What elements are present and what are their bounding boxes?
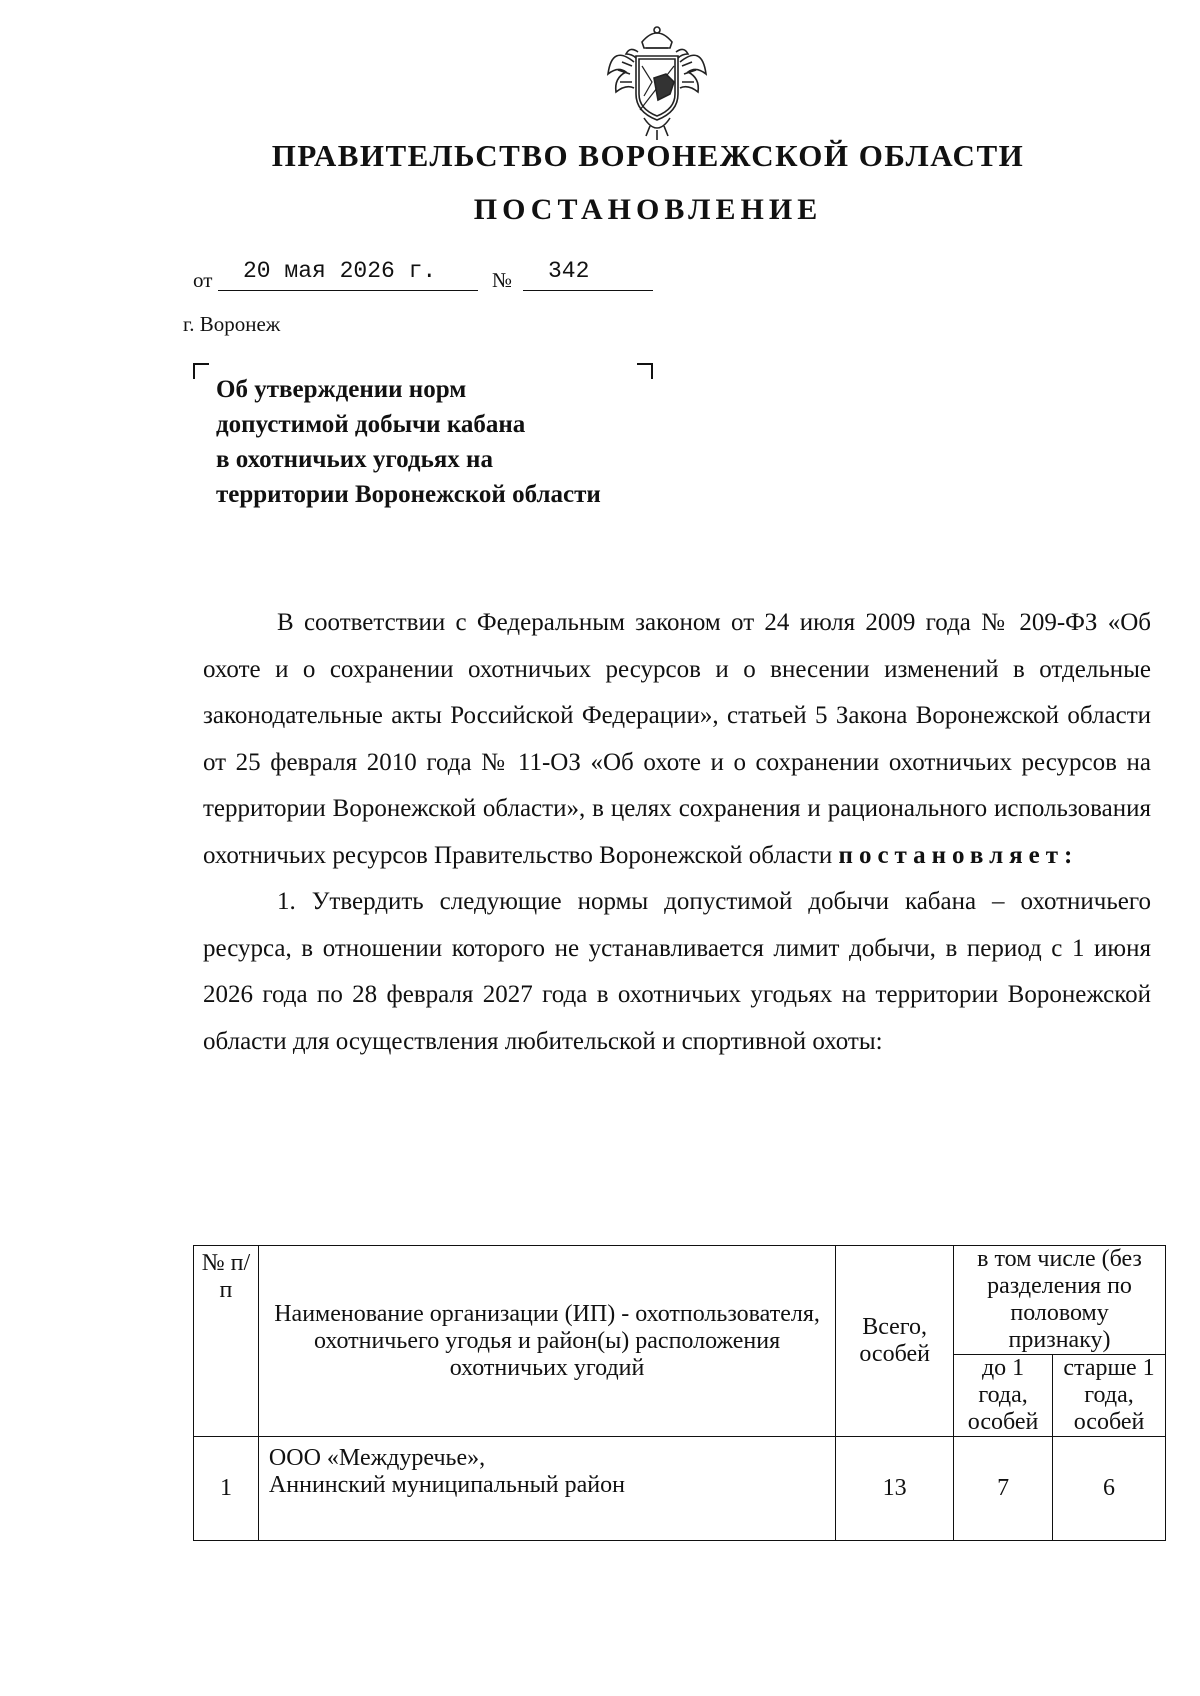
subject-line: допустимой добычи кабана xyxy=(216,411,526,438)
table-row xyxy=(194,1437,1166,1541)
coat-of-arms-icon xyxy=(604,22,710,142)
document-number: 342 xyxy=(548,258,590,284)
government-title: ПРАВИТЕЛЬСТВО ВОРОНЕЖСКОЙ ОБЛАСТИ xyxy=(271,138,1025,173)
subject-corner-left xyxy=(193,363,209,379)
row-total: 13 xyxy=(836,1437,954,1541)
subject-line: Об утверждении норм xyxy=(216,376,467,403)
subject-line: в охотничьих угодьях на xyxy=(216,446,493,473)
city: г. Воронеж xyxy=(183,312,281,336)
document-date: 20 мая 2026 г. xyxy=(243,258,437,284)
header-total: Всего, особей xyxy=(836,1246,954,1437)
item-1-paragraph: 1. Утвердить следующие нормы допустимой добычи кабана – охотничьего ресурса, в отношении которого не устанавливается лимит добычи, в период с 1 июня 2026 года по 28 февраля 2027 года в охотничьих угодьях на территории Воронежской области для осуществления любительской и спортивной охоты: xyxy=(203,888,1151,1055)
date-underline xyxy=(218,290,478,291)
date-prefix: от xyxy=(193,268,213,292)
header-num: № п/п xyxy=(194,1246,259,1437)
subject-line: территории Воронежской области xyxy=(216,481,601,508)
document-type: ПОСТАНОВЛЕНИЕ xyxy=(473,193,823,226)
number-underline xyxy=(523,290,653,291)
subject-corner-right xyxy=(637,363,653,379)
preamble-paragraph xyxy=(203,600,1151,879)
row-under-1: 7 xyxy=(954,1437,1053,1541)
subject-block xyxy=(216,372,601,512)
header-over-1: старше 1 года, особей xyxy=(1053,1355,1166,1437)
row-district: Аннинский муниципальный район xyxy=(268,1472,625,1498)
header-under-1: до 1 года, особей xyxy=(954,1355,1053,1437)
preamble-text: В соответствии с Федеральным законом от 24 июля 2009 года № 209-ФЗ «Об охоте и о сохранении охотничьих ресурсов и о внесении изменений в отдельные законодательные акты Российской Федерации», статьей 5 Закона Воронежской области от 25 февраля 2010 года № 11-ОЗ «Об охоте и о сохранении охотничьих ресурсов на территории Воронежской области», в целях сохранения и рационального использования охотничьих ресурсов Правительство Воронежской области xyxy=(203,609,1151,869)
row-num: 1 xyxy=(194,1437,259,1541)
row-over-1: 6 xyxy=(1053,1437,1166,1541)
number-prefix: № xyxy=(492,268,513,292)
header-name: Наименование организации (ИП) - охотпользователя, охотничьего угодья и район(ы) расположения охотничьих угодий xyxy=(258,1246,835,1437)
resolves-word: постановляет: xyxy=(838,841,1079,869)
row-org-name: ООО «Междуречье», xyxy=(268,1445,486,1471)
hunting-norms-table xyxy=(193,1245,1166,1541)
row-organization xyxy=(258,1437,835,1541)
header-including: в том числе (без разделения по половому признаку) xyxy=(954,1246,1166,1355)
body-text xyxy=(203,600,1151,1065)
